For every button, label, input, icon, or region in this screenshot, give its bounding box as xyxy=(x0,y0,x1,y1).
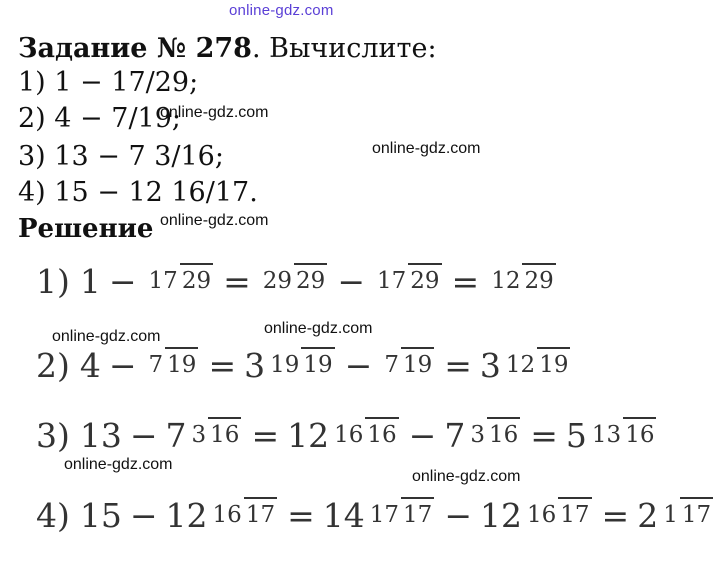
denominator: 16 xyxy=(365,417,398,448)
fraction xyxy=(268,354,335,377)
numerator: 17 xyxy=(376,268,407,294)
fraction xyxy=(147,270,214,293)
denominator: 19 xyxy=(401,347,434,378)
denominator: 29 xyxy=(294,263,327,294)
denominator: 19 xyxy=(537,347,570,378)
watermark: online-gdz.com xyxy=(372,140,481,157)
equals-sign: = xyxy=(530,416,558,455)
watermark: online-gdz.com xyxy=(64,456,173,473)
numerator: 16 xyxy=(212,502,242,528)
solution-label: 2) xyxy=(36,346,70,385)
task-item-1: 1) 1 − 17/29; xyxy=(18,67,199,98)
numerator: 16 xyxy=(334,422,364,448)
fraction xyxy=(382,354,434,377)
equals-sign: = xyxy=(208,346,237,385)
minus-sign: − xyxy=(129,416,158,455)
fraction xyxy=(489,270,556,293)
task-title-bold: Задание № 278 xyxy=(18,33,252,64)
whole-part: 3 xyxy=(479,346,501,385)
watermark: online-gdz.com xyxy=(264,320,373,337)
watermark-top: online-gdz.com xyxy=(229,2,334,19)
whole-part: 2 xyxy=(637,496,659,535)
denominator: 19 xyxy=(301,347,334,378)
whole-part: 14 xyxy=(322,496,365,535)
equals-sign: = xyxy=(444,346,472,385)
fraction xyxy=(590,424,657,447)
denominator: 17 xyxy=(680,497,713,528)
numerator: 12 xyxy=(491,268,521,294)
whole-part: 7 xyxy=(444,416,466,455)
numerator: 17 xyxy=(148,268,178,294)
numerator: 3 xyxy=(470,422,485,448)
equals-sign: = xyxy=(287,496,315,535)
task-item-2: 2) 4 − 7/19; xyxy=(18,103,181,134)
minus-sign: − xyxy=(108,262,137,301)
numerator: 16 xyxy=(526,502,557,528)
denominator: 29 xyxy=(522,263,555,294)
denominator: 16 xyxy=(487,417,520,448)
denominator: 29 xyxy=(180,263,213,294)
whole-part: 7 xyxy=(165,416,187,455)
whole-part: 5 xyxy=(565,416,587,455)
fraction xyxy=(375,270,442,293)
numerator: 12 xyxy=(505,352,536,378)
fraction xyxy=(468,424,520,447)
operand: 13 xyxy=(79,416,122,455)
minus-sign: − xyxy=(408,416,437,455)
minus-sign: − xyxy=(344,346,373,385)
solution-line-2 xyxy=(36,346,572,385)
equals-sign: = xyxy=(251,416,280,455)
task-title-rest: . Вычислите: xyxy=(251,33,437,64)
watermark: online-gdz.com xyxy=(52,328,161,345)
fraction xyxy=(147,354,199,377)
minus-sign: − xyxy=(129,496,158,535)
operand: 1 xyxy=(79,262,101,301)
numerator: 3 xyxy=(191,422,207,448)
fraction xyxy=(261,270,328,293)
numerator: 7 xyxy=(148,352,164,378)
denominator: 17 xyxy=(401,497,434,528)
solution-heading: Решение xyxy=(18,214,154,244)
minus-sign: − xyxy=(108,346,137,385)
fraction xyxy=(211,504,278,527)
watermark: online-gdz.com xyxy=(160,212,269,229)
denominator: 17 xyxy=(244,497,277,528)
watermark: online-gdz.com xyxy=(412,468,521,485)
solution-line-3 xyxy=(36,416,658,455)
equals-sign: = xyxy=(601,496,630,535)
fraction xyxy=(504,354,571,377)
fraction xyxy=(190,424,242,447)
solution-label: 3) xyxy=(36,416,70,455)
fraction xyxy=(661,504,713,527)
fraction xyxy=(525,504,592,527)
numerator: 7 xyxy=(384,352,399,378)
fraction xyxy=(332,424,399,447)
whole-part: 3 xyxy=(244,346,266,385)
whole-part: 12 xyxy=(479,496,522,535)
numerator: 1 xyxy=(663,502,678,528)
whole-part: 12 xyxy=(287,416,330,455)
operand: 15 xyxy=(79,496,122,535)
task-title xyxy=(18,34,437,64)
equals-sign: = xyxy=(451,262,480,301)
solution-line-1 xyxy=(36,262,558,301)
minus-sign: − xyxy=(337,262,365,301)
operand: 4 xyxy=(79,346,101,385)
denominator: 16 xyxy=(623,417,656,448)
minus-sign: − xyxy=(444,496,472,535)
denominator: 17 xyxy=(558,497,591,528)
solution-label: 4) xyxy=(36,496,70,535)
task-item-4: 4) 15 − 12 16/17. xyxy=(18,177,258,208)
numerator: 17 xyxy=(369,502,400,528)
solution-line-4 xyxy=(36,496,715,535)
solution-label: 1) xyxy=(36,262,70,301)
whole-part: 12 xyxy=(165,496,208,535)
numerator: 13 xyxy=(591,422,622,448)
denominator: 19 xyxy=(165,347,198,378)
equals-sign: = xyxy=(223,262,251,301)
task-item-3: 3) 13 − 7 3/16; xyxy=(18,141,224,172)
watermark: online-gdz.com xyxy=(160,104,269,121)
numerator: 29 xyxy=(262,268,293,294)
fraction xyxy=(368,504,435,527)
denominator: 16 xyxy=(208,417,241,448)
denominator: 29 xyxy=(408,263,441,294)
numerator: 19 xyxy=(270,352,300,378)
